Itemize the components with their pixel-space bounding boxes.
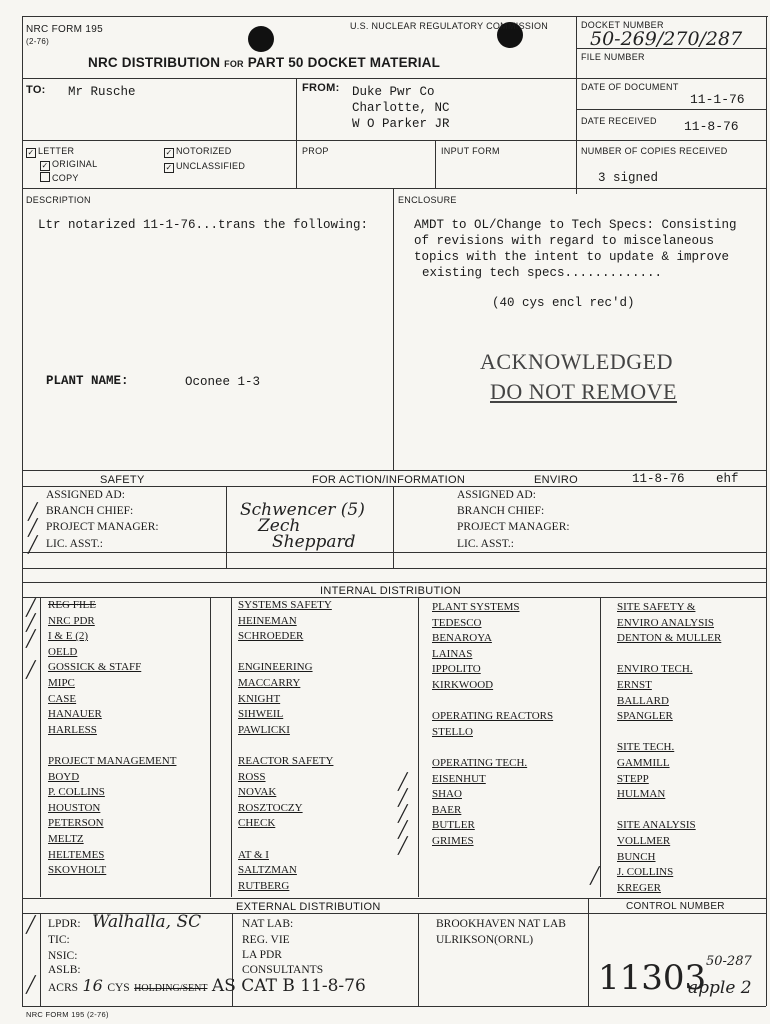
do-not-remove-stamp: DO NOT REMOVE: [490, 379, 677, 404]
date-of-document-label: DATE OF DOCUMENT: [581, 82, 679, 92]
distribution-entry: MACCARRY: [238, 676, 301, 689]
prop-label: PROP: [302, 146, 329, 156]
distribution-entry: SHAO: [432, 788, 462, 801]
distribution-entry: BALLARD: [617, 694, 669, 707]
distribution-entry: SITE SAFETY &: [617, 601, 696, 613]
enclosure-line-4: existing tech specs.............: [422, 266, 663, 280]
date-received-value: 11-8-76: [684, 119, 739, 134]
distribution-entry: ERNST: [617, 678, 652, 691]
distribution-entry: MELTZ: [48, 832, 84, 845]
safety-lic-asst: LIC. ASST.:: [46, 538, 103, 550]
distribution-entry: HOUSTON: [48, 801, 101, 814]
enviro-initials: ehf: [716, 472, 739, 486]
lic-asst-signature: Sheppard: [272, 532, 356, 552]
distribution-entry: OELD: [48, 645, 78, 658]
distribution-entry: CHECK: [238, 817, 276, 830]
distribution-entry: REG FILE: [48, 599, 96, 611]
distribution-entry: MIPC: [48, 676, 75, 689]
distribution-entry: ENGINEERING: [238, 661, 313, 674]
distribution-entry: HEINEMAN: [238, 614, 297, 627]
enclosure-line-3: topics with the intent to update & improve: [414, 250, 730, 264]
control-number: 11303: [598, 958, 707, 998]
distribution-entry: SITE TECH.: [617, 741, 675, 754]
check-mark-icon: ╱: [28, 502, 38, 521]
enclosure-count: (40 cys encl rec'd): [492, 296, 635, 310]
input-form-label: INPUT FORM: [441, 146, 500, 156]
from-label: FROM:: [302, 82, 340, 94]
distribution-entry: [238, 645, 333, 661]
distribution-entry: HANAUER: [48, 708, 102, 721]
acrs-row: [48, 976, 366, 996]
control-note-docket: 50-287: [706, 954, 752, 969]
copies-label: NUMBER OF COPIES RECEIVED: [581, 146, 728, 156]
tic-label: TIC:: [48, 934, 70, 946]
description-label: DESCRIPTION: [26, 195, 91, 205]
notorized-checkbox[interactable]: ✓ NOTORIZED: [165, 146, 232, 157]
letter-checkbox[interactable]: ✓ LETTER: [27, 146, 75, 157]
distribution-entry: DENTON & MULLER: [617, 632, 722, 645]
to-label: TO:: [26, 84, 46, 96]
footer-form-id: NRC FORM 195 (2-76): [26, 1010, 109, 1019]
distribution-entry: P. COLLINS: [48, 786, 105, 799]
from-line-2: Charlotte, NC: [352, 101, 450, 115]
title-prefix: NRC DISTRIBUTION: [88, 55, 221, 70]
distribution-entry: OPERATING TECH.: [432, 756, 528, 769]
check-mark-icon: ╱: [398, 772, 408, 791]
distribution-entry: TEDESCO: [432, 616, 482, 629]
safety-heading: SAFETY: [100, 474, 145, 486]
distribution-entry: BUNCH: [617, 850, 656, 863]
distribution-entry: SCHROEDER: [238, 630, 304, 643]
distribution-entry: [238, 832, 333, 848]
distribution-entry: OPERATING REACTORS: [432, 710, 554, 723]
distribution-entry: ENVIRO TECH.: [617, 663, 693, 676]
plant-name-label: PLANT NAME:: [46, 374, 129, 388]
distribution-entry: HULMAN: [617, 788, 666, 801]
form-title: [88, 55, 440, 70]
ulrikson-label: ULRIKSON(ORNL): [436, 934, 534, 946]
distribution-entry: GRIMES: [432, 834, 474, 847]
enviro-project-manager: PROJECT MANAGER:: [457, 521, 570, 533]
acrs-holding-sent: HOLDING/SENT: [134, 983, 208, 994]
control-number-label: CONTROL NUMBER: [626, 901, 725, 912]
distribution-entry: PETERSON: [48, 817, 104, 830]
form-id: NRC FORM 195: [26, 24, 103, 35]
distribution-entry: PROJECT MANAGEMENT: [48, 754, 177, 767]
check-mark-icon: ╱: [398, 788, 408, 807]
distribution-entry: STELLO: [432, 725, 473, 738]
distribution-entry: [238, 738, 333, 754]
acrs-cys: CYS: [107, 982, 130, 994]
unclassified-checkbox[interactable]: ✓ UNCLASSIFIED: [165, 161, 246, 172]
internal-column-1: [48, 598, 176, 879]
acrs-label: ACRS: [48, 982, 79, 994]
distribution-entry: HELTEMES: [48, 848, 105, 861]
distribution-entry: HARLESS: [48, 723, 97, 736]
distribution-entry: [432, 740, 553, 756]
distribution-entry: NRC PDR: [48, 614, 95, 627]
distribution-entry: SPANGLER: [617, 710, 673, 723]
internal-distribution-heading: INTERNAL DISTRIBUTION: [320, 585, 461, 597]
docket-number: 50-269/270/287: [590, 28, 743, 50]
enclosure-line-1: AMDT to OL/Change to Tech Specs: Consisting: [414, 218, 737, 232]
binder-hole-left: [248, 26, 274, 52]
distribution-entry: [617, 725, 721, 741]
lpdr-label: LPDR:: [48, 918, 81, 930]
distribution-entry: BUTLER: [432, 819, 475, 832]
safety-assigned-ad: ASSIGNED AD:: [46, 489, 125, 501]
distribution-entry: LAINAS: [432, 647, 473, 660]
distribution-entry: SYSTEMS SAFETY: [238, 599, 332, 611]
distribution-entry: PAWLICKI: [238, 723, 290, 736]
distribution-entry: SALTZMAN: [238, 864, 297, 877]
check-mark-icon: ╱: [28, 518, 38, 537]
branch-chief-signature: Schwencer (5): [240, 500, 365, 520]
lpdr-location: Walhalla, SC: [92, 912, 202, 932]
internal-column-4: [617, 600, 721, 896]
original-checkbox[interactable]: ✓ ORIGINAL: [41, 159, 98, 170]
enviro-branch-chief: BRANCH CHIEF:: [457, 505, 545, 517]
file-number-label: FILE NUMBER: [581, 52, 645, 62]
distribution-entry: [617, 647, 721, 663]
distribution-entry: REACTOR SAFETY: [238, 754, 334, 767]
plant-name-value: Oconee 1-3: [185, 375, 261, 389]
check-mark-icon: ╱: [590, 866, 600, 885]
distribution-entry: I & E (2): [48, 630, 89, 643]
form-date: (2-76): [26, 37, 50, 46]
distribution-entry: SIHWEIL: [238, 708, 284, 721]
distribution-entry: [48, 738, 176, 754]
distribution-entry: ENVIRO ANALYSIS: [617, 616, 714, 629]
reg-vie-label: REG. VIE: [242, 934, 290, 946]
external-distribution-heading: EXTERNAL DISTRIBUTION: [236, 901, 381, 913]
to-value: Mr Rusche: [68, 85, 136, 99]
copy-checkbox[interactable]: COPY: [40, 172, 79, 183]
check-mark-icon: ╱: [398, 820, 408, 839]
date-of-document-value: 11-1-76: [690, 92, 745, 107]
from-line-1: Duke Pwr Co: [352, 85, 435, 99]
distribution-entry: PLANT SYSTEMS: [432, 601, 520, 613]
aslb-label: ASLB:: [48, 964, 81, 976]
internal-column-2: [238, 598, 333, 894]
docket-label: DOCKET NUMBER: [581, 20, 664, 30]
check-mark-icon: ╱: [26, 975, 36, 994]
distribution-entry: KNIGHT: [238, 692, 281, 705]
check-mark-icon: ╱: [28, 535, 38, 554]
distribution-entry: CASE: [48, 692, 77, 705]
distribution-entry: KIRKWOOD: [432, 678, 494, 691]
check-mark-icon: ╱: [26, 613, 36, 632]
agency-name: U.S. NUCLEAR REGULATORY COMMISSION: [350, 21, 549, 31]
check-mark-icon: ╱: [26, 660, 36, 679]
distribution-entry: SITE ANALYSIS: [617, 819, 696, 832]
distribution-entry: KREGER: [617, 881, 661, 894]
distribution-entry: BOYD: [48, 770, 80, 783]
internal-column-3: [432, 600, 553, 850]
check-mark-icon: ╱: [398, 804, 408, 823]
distribution-entry: STEPP: [617, 772, 649, 785]
distribution-entry: [432, 694, 553, 710]
brookhaven-label: BROOKHAVEN NAT LAB: [436, 918, 566, 930]
control-note-signature: apple 2: [688, 978, 752, 998]
distribution-entry: ROSS: [238, 770, 266, 783]
title-for: FOR: [224, 59, 244, 69]
safety-project-manager: PROJECT MANAGER:: [46, 521, 159, 533]
distribution-entry: RUTBERG: [238, 879, 290, 892]
enclosure-line-2: of revisions with regard to miscelaneous: [414, 234, 715, 248]
action-heading: FOR ACTION/INFORMATION: [312, 474, 466, 486]
distribution-entry: VOLLMER: [617, 834, 671, 847]
distribution-entry: ROSZTOCZY: [238, 801, 303, 814]
check-mark-icon: ╱: [398, 836, 408, 855]
check-mark-icon: ╱: [26, 629, 36, 648]
acknowledged-stamp: ACKNOWLEDGED: [480, 349, 673, 374]
enviro-assigned-ad: ASSIGNED AD:: [457, 489, 536, 501]
nsic-label: NSIC:: [48, 950, 78, 962]
consultants-label: CONSULTANTS: [242, 964, 324, 976]
distribution-entry: J. COLLINS: [617, 866, 674, 879]
acrs-category-note: AS CAT B 11-8-76: [211, 976, 366, 996]
acrs-count: 16: [82, 976, 103, 995]
distribution-entry: [617, 803, 721, 819]
from-line-3: W O Parker JR: [352, 117, 450, 131]
distribution-entry: NOVAK: [238, 786, 277, 799]
nat-lab-label: NAT LAB:: [242, 918, 294, 930]
distribution-entry: BENAROYA: [432, 632, 492, 645]
date-received-label: DATE RECEIVED: [581, 116, 657, 126]
copies-value: 3 signed: [598, 171, 659, 185]
distribution-entry: AT & I: [238, 848, 269, 861]
enviro-heading: ENVIRO: [534, 474, 578, 486]
distribution-entry: GAMMILL: [617, 756, 670, 769]
distribution-entry: BAER: [432, 803, 462, 816]
title-rest: PART 50 DOCKET MATERIAL: [247, 55, 441, 70]
project-manager-signature: Zech: [258, 516, 301, 536]
safety-branch-chief: BRANCH CHIEF:: [46, 505, 134, 517]
enclosure-label: ENCLOSURE: [398, 195, 457, 205]
check-mark-icon: ╱: [26, 598, 36, 617]
distribution-entry: IPPOLITO: [432, 663, 481, 676]
distribution-entry: GOSSICK & STAFF: [48, 661, 142, 674]
enviro-lic-asst: LIC. ASST.:: [457, 538, 514, 550]
distribution-entry: EISENHUT: [432, 772, 486, 785]
la-pdr-label: LA PDR: [242, 949, 282, 961]
distribution-entry: SKOVHOLT: [48, 864, 107, 877]
enviro-date: 11-8-76: [632, 472, 685, 486]
description-text: Ltr notarized 11-1-76...trans the following:: [38, 218, 369, 232]
check-mark-icon: ╱: [26, 915, 36, 934]
